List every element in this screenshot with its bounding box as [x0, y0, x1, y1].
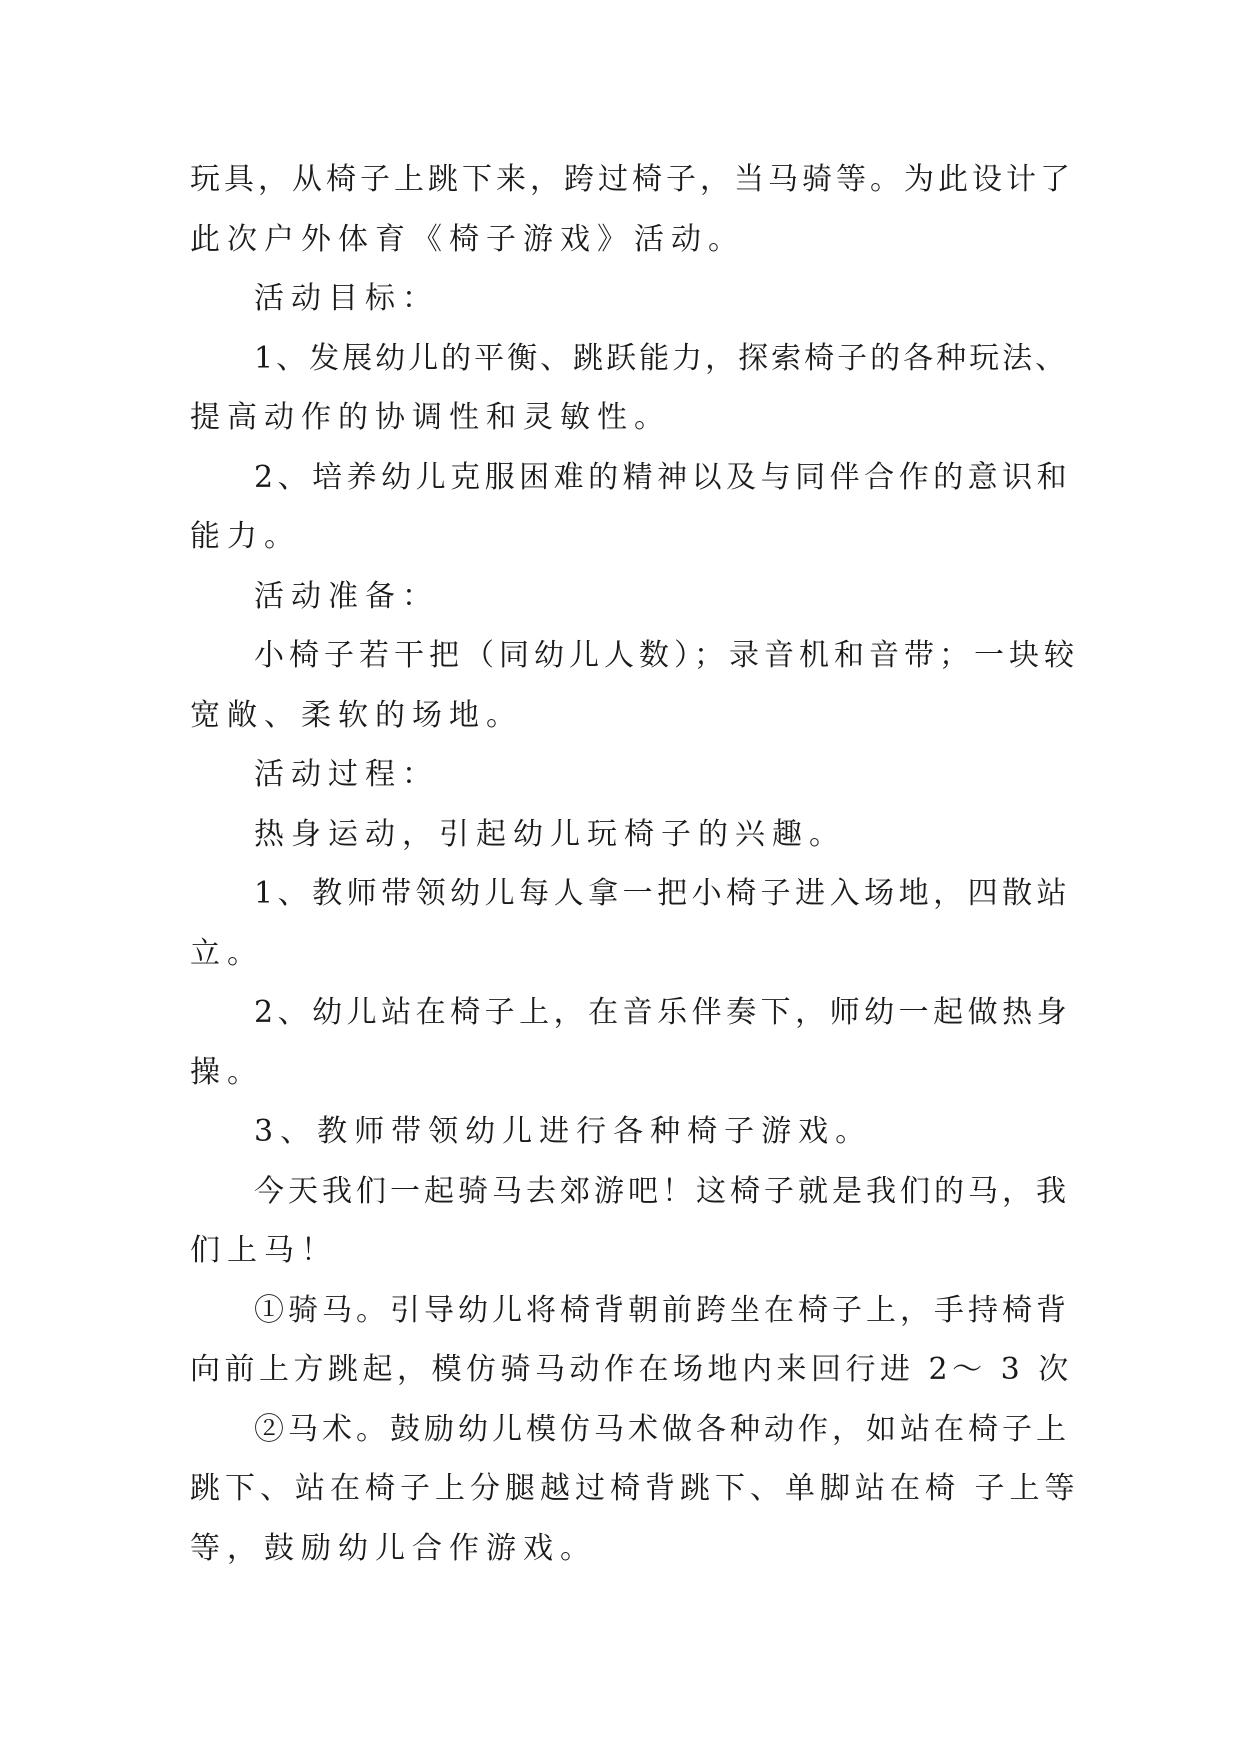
- text-line: 们上马！: [190, 1233, 338, 1268]
- text-line: 宽敞、柔软的场地。: [190, 697, 523, 733]
- text-line: 活动目标：: [254, 281, 439, 316]
- text-line: 2、幼儿站在椅子上，在音乐伴奏下，师幼一起做热身: [254, 995, 1072, 1030]
- text-line: 此次户外体育《椅子游戏》活动。: [190, 221, 745, 257]
- text-line: 立。: [190, 935, 264, 971]
- text-line: 今天我们一起骑马去郊游吧！这椅子就是我们的马，我: [254, 1173, 1070, 1209]
- text-line: 2、培养幼儿克服困难的精神以及与同伴合作的意识和: [254, 459, 1072, 495]
- text-line: 活动准备：: [254, 578, 439, 614]
- document-body: [190, 150, 1080, 1578]
- text-line: 跳下、站在椅子上分腿越过椅背跳下、单脚站在椅 子上等: [190, 1471, 1080, 1506]
- text-line: 1、发展幼儿的平衡、跳跃能力，探索椅子的各种玩法、: [254, 340, 1069, 376]
- text-line: 操。: [190, 1054, 264, 1090]
- text-line: 能力。: [190, 519, 301, 554]
- text-line: 提高动作的协调性和灵敏性。: [190, 400, 671, 435]
- text-line: 玩具，从椅子上跳下来，跨过椅子，当马骑等。为此设计了: [190, 162, 1074, 197]
- text-line: 热身运动，引起幼儿玩椅子的兴趣。: [254, 816, 846, 852]
- text-line: ②马术。鼓励幼儿模仿马术做各种动作，如站在椅子上: [254, 1411, 1070, 1447]
- text-line: 3、教师带领幼儿进行各种椅子游戏。: [254, 1114, 873, 1149]
- text-line: 向前上方跳起，模仿骑马动作在场地内来回行进 2～ 3 次: [190, 1352, 1073, 1387]
- text-line: 活动过程：: [254, 757, 439, 792]
- text-line: 1、教师带领幼儿每人拿一把小椅子进入场地，四散站: [254, 876, 1072, 911]
- text-line: 小椅子若干把（同幼儿人数）；录音机和音带；一块较: [254, 638, 1079, 673]
- text-line: ①骑马。引导幼儿将椅背朝前跨坐在椅子上，手持椅背: [254, 1292, 1070, 1328]
- text-line: 等，鼓励幼儿合作游戏。: [190, 1530, 597, 1566]
